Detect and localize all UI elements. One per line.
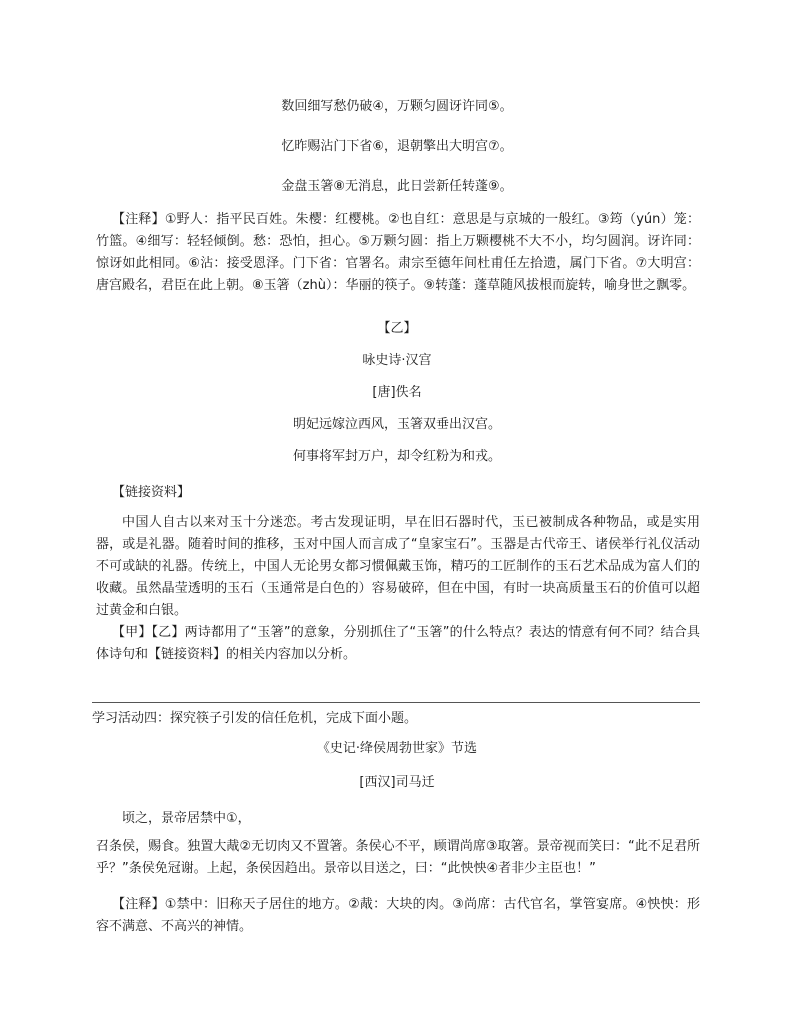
shiji-author: [西汉]司马迁	[359, 775, 435, 790]
link-material-label: 【链接资料】	[112, 485, 191, 500]
poem-yi-title: 咏史诗·汉宫	[362, 353, 432, 368]
poem-yi-line-2: 何事将军封万户，却令红粉为和戎。	[292, 449, 501, 464]
question-text: 【甲】【乙】两诗都用了“玉箸”的意象，分别抓住了“玉箸”的什么特点？表达的情意有何不同？结合具体诗句和【链接资料】的相关内容加以分析。	[96, 625, 700, 662]
shiji-first-line: 顷之，景帝居禁中①，	[122, 811, 251, 826]
shiji-passage: 召条侯，赐食。独置大胾②无切肉又不置箸。条侯心不平，顾谓尚席③取箸。景帝视而笑曰：“此不足君所乎？”条侯免冠谢。上起，条侯因趋出。景帝以目送之，曰：“此怏怏④者非少主臣也！”	[96, 839, 700, 876]
activity-four-heading: 学习活动四：探究筷子引发的信任危机，完成下面小题。	[92, 711, 418, 726]
poem-jia-line-1: 数回细写愁仍破④，万颗匀圆讶许同⑤。	[281, 99, 513, 114]
section-divider	[92, 702, 700, 703]
shiji-title: 《史记·绛侯周勃世家》节选	[316, 741, 478, 756]
poem-jia-line-2: 忆昨赐沾门下省⑥，退朝擎出大明宫⑦。	[281, 139, 513, 154]
notes-shiji: 【注释】①禁中：旧称天子居住的地方。②胾：大块的肉。③尚席：古代官名，掌管宴席。④怏怏：形容不满意、不高兴的神情。	[96, 897, 700, 934]
section-label-yi: 【乙】	[377, 321, 417, 336]
notes-jia: 【注释】①野人：指平民百姓。朱樱：红樱桃。②也自红：意思是与京城的一般红。③筠（yún）笼：竹篮。④细写：轻轻倾倒。愁：恐怕，担心。⑤万颗匀圆：指上万颗樱桃不大不小，均匀圆润。讶许同：惊讶如此相同。⑥沾：接受恩泽。门下省：官署名。肃宗至德年间杜甫任左拾遗，属门下省。⑦大明宫：唐宫殿名，君臣在此上朝。⑧玉箸（zhù）：华丽的筷子。⑨转蓬：蓬草随风拔根而旋转，喻身世之飘零。	[96, 212, 700, 293]
poem-yi-line-1: 明妃远嫁泣西风，玉箸双垂出汉宫。	[292, 417, 501, 432]
poem-yi-author: [唐]佚名	[372, 385, 422, 400]
poem-jia-line-3: 金盘玉箸⑧无消息，此日尝新任转蓬⑨。	[281, 179, 513, 194]
link-material-text: 中国人自古以来对玉十分迷恋。考古发现证明，早在旧石器时代，玉已被制成各种物品，或是实用器，或是礼器。随着时间的推移，玉对中国人而言成了“皇家宝石”。玉器是古代帝王、诸侯举行礼仪活动不可或缺的礼器。传统上，中国人无论男女都习惯佩戴玉饰，精巧的工匠制作的玉石艺术品成为富人们的收藏。虽然晶莹透明的玉石（玉通常是白色的）容易破碎，但在中国，有时一块高质量玉石的价值可以超过黄金和白银。	[96, 515, 700, 618]
